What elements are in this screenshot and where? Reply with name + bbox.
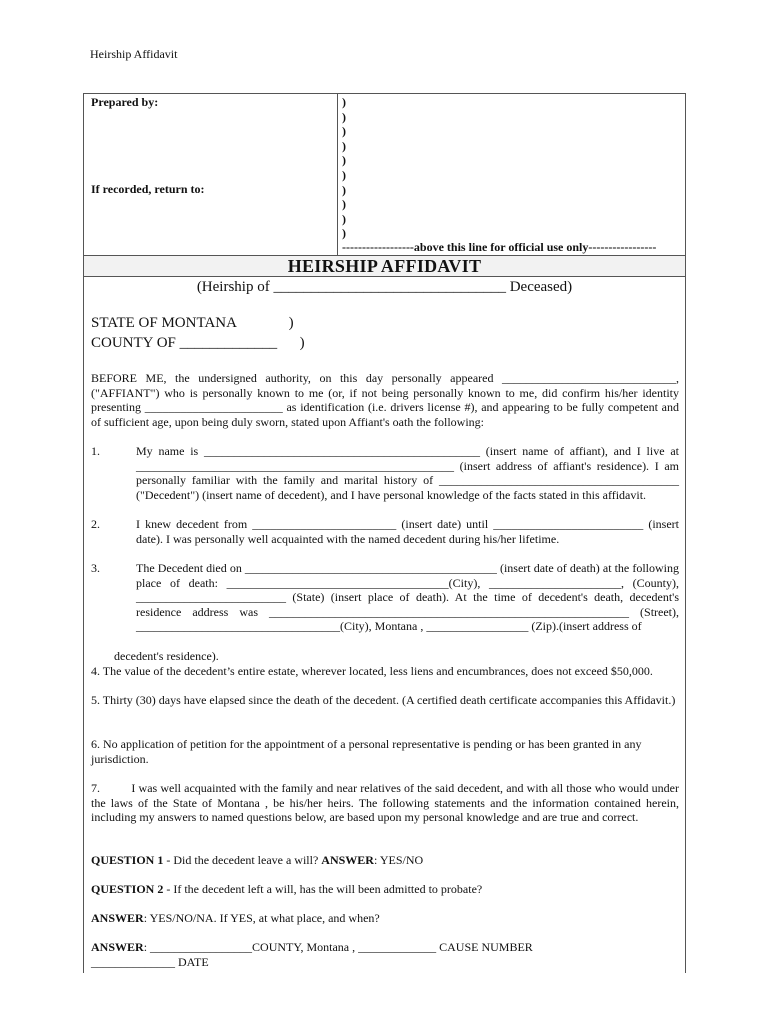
county-line: COUNTY OF _____________ ) [91, 335, 305, 351]
item-number: 3. [91, 561, 100, 575]
answer-3 [91, 940, 679, 955]
answer-2-label: ANSWER [91, 911, 144, 925]
item-number: 2. [91, 517, 100, 531]
intro-paragraph: BEFORE ME, the undersigned authority, on this day personally appeared _____________________________, ("AFFIANT") who is personally known to me (or, if not being personally known to me, did confirm his/her identity presenting _______________________ as identification (i.e. drivers license #), and appearing to be fully competent and of sufficient age, upon being duly sworn, stated upon Affiant's oath the following: [91, 371, 679, 429]
official-use-area [338, 94, 685, 255]
question-2-text: - If the decedent left a will, has the will been admitted to probate? [163, 882, 483, 896]
heirship-subtitle: (Heirship of _______________________________ Deceased) [196, 279, 573, 295]
question-1-label: QUESTION 1 [91, 853, 164, 867]
page-header: Heirship Affidavit [90, 47, 178, 61]
paragraph-4: 4. The value of the decedent’s entire estate, wherever located, less liens and encumbrances, does not exceed $50,000. [91, 664, 653, 678]
question-2-label: QUESTION 2 [91, 882, 164, 896]
affidavit-form [83, 93, 686, 973]
prepared-by-label: Prepared by: [91, 95, 159, 109]
answer-1-label: ANSWER [321, 853, 374, 867]
answer-3-date: ______________ DATE [91, 955, 209, 969]
return-to-label: If recorded, return to: [91, 182, 205, 196]
title-bar [84, 255, 685, 277]
recording-info-left [84, 94, 338, 255]
item-number: 1. [91, 444, 100, 458]
official-use-line: ------------------above this line for official use only----------------- [342, 240, 657, 254]
question-2 [91, 882, 679, 897]
item-2-text: I knew decedent from ________________________ (insert date) until _________________________ (insert date). I was personally well acquainted with the named decedent during his/her lifetime. [136, 517, 679, 546]
item-3-text: The Decedent died on __________________________________________ (insert date of death) at the following place of death: _____________________________________(City), ______________________, (County), _________________________ (State) (insert place of death). At the time of decedent's death, decedent's residence address was ____________________________________________________________ (Street), __________________________________(City), Montana , _________________ (Zip).(insert address of [136, 561, 679, 633]
paragraph-6: 6. No application of petition for the appointment of a personal representative is pending or has been granted in any jurisdiction. [91, 737, 642, 766]
question-1-text: - Did the decedent leave a will? [163, 853, 322, 867]
answer-3-text: : _________________COUNTY, Montana , _____________ CAUSE NUMBER [143, 940, 533, 954]
paragraph-7: 7. I was well acquainted with the family and near relatives of the said decedent, and with all those who would under the laws of the State of Montana , be his/her heirs. The following statements and the information contained herein, including my answers to named questions below, are based upon my personal knowledge and are true and correct. [91, 781, 682, 824]
paragraph-5: 5. Thirty (30) days have elapsed since the death of the decedent. (A certified death certificate accompanies this Affidavit.) [91, 693, 676, 707]
answer-2-text: : YES/NO/NA. If YES, at what place, and when? [143, 911, 380, 925]
answer-2 [91, 911, 679, 926]
item-3-tail: decedent's residence). [114, 649, 219, 663]
item-1-text: My name is ______________________________________________ (insert name of affiant), and I live at _____________________________________________________ (insert address of affiant's residence). I am personally familiar with the family and marital history of ________________________________________ ("Decedent") (insert name of decedent), and I have personal knowledge of the facts stated in this affidavit. [136, 444, 679, 502]
question-1 [91, 853, 679, 868]
answer-3-label: ANSWER [91, 940, 144, 954]
parentheses-column: ) ) ) ) ) ) ) ) ) ) [342, 95, 346, 241]
answer-1-text: : YES/NO [373, 853, 424, 867]
state-line: STATE OF MONTANA ) [91, 315, 294, 331]
document-title: HEIRSHIP AFFIDAVIT [287, 256, 482, 276]
